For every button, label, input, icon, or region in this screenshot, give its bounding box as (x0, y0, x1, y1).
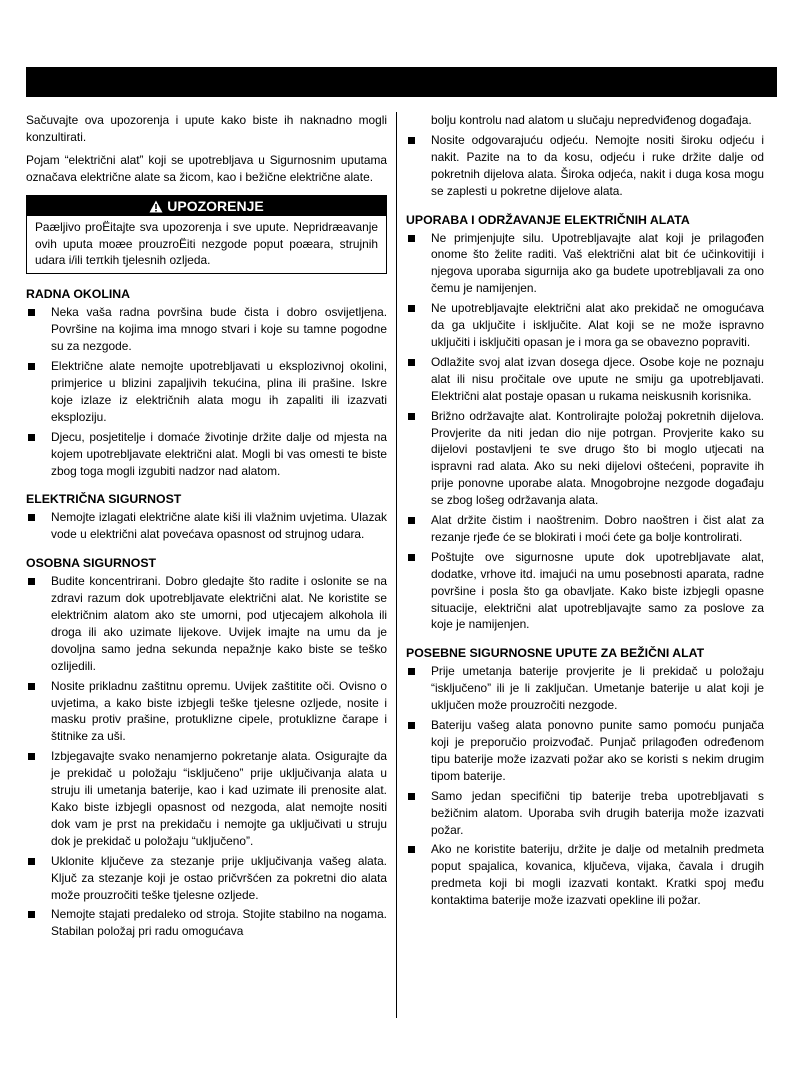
list-item: Odlažite svoj alat izvan dosega djece. Osobe koje ne poznaju alat ili nisu pročitale ove upute ne smiju ga upotrebljavati. Električni alat postaje opasan u rukama neiskusnih korisnika. (406, 354, 764, 405)
section-heading-personal-safety: OSOBNA SIGURNOST (26, 556, 157, 571)
intro-paragraph: Sačuvajte ova upozorenja i upute kako biste ih naknadno mogli konzultirati. (26, 113, 387, 144)
warning-triangle-icon (149, 200, 163, 213)
list-item: Budite koncentrirani. Dobro gledajte što radite i oslonite se na zdravi razum dok upotrebljavate električni alat. Ne koristite se električnim alatom ako ste umorni, pod utjecajem alkohola ili droga ili ako uzimate lijekove. Uvijek imajte na umu da je dovoljna samo jedna sekunda nepažnje kako biste se teško ozlijedili. (26, 573, 387, 674)
list-item: Ne primjenjujte silu. Upotrebljavajte alat koji je prilagođen onome što želite raditi. Vaš električni alat bit će učinkovitiji i njegova uporaba sigurnija ako ga budete upotrebljavali za ono čemu je namijenjen. (406, 230, 764, 298)
list-item: Neka vaša radna površina bude čista i dobro osvijetljena. Površine na kojima ima mnogo stvari i koje su tamne pogodne su za nezgode. (26, 304, 387, 355)
list-item: Bateriju vašeg alata ponovno punite samo pomoću punjača koji je preporučio proizvođač. Punjač prilagođen određenom tipu baterije može izazvati požar ako se koristi s nekim drugim tipom baterije. (406, 717, 764, 785)
list-item: Izbjegavajte svako nenamjerno pokretanje alata. Osigurajte da je prekidač u položaju “isključeno” prije uključivanja alata u struju ili umetanja baterije, kao i kad uzimate ili prenosite alat. Kako biste izbjegli opasnost od nezgoda, alat nemojte nositi dok vam je prst na prekidaču i nemojte ga uključivati u struju dok je prekidač u položaju “uključeno”. (26, 748, 387, 849)
warning-header (27, 196, 386, 216)
list-item: Poštujte ove sigurnosne upute dok upotrebljavate alat, dodatke, vrhove itd. imajući na umu posebnosti aparata, radne površine i posla što ga obavljate. Kako biste izbjegli opasne situacije, električni alat upotrebljavajte samo za poslove za koje je namijenjen. (406, 549, 764, 634)
list-item-continuation: bolju kontrolu nad alatom u slučaju nepredviđenog događaja. (431, 113, 752, 127)
work-area-list (26, 304, 387, 479)
list-item: Prije umetanja baterije provjerite je li prekidač u položaju “isključeno” ili je li zaključan. Umetanje baterije u alat koji je uključen može prouzročiti nezgode. (406, 663, 764, 714)
tool-use-maintenance-list (406, 230, 764, 634)
header-bar (26, 67, 777, 97)
section-heading-cordless-tool-safety: POSEBNE SIGURNOSNE UPUTE ZA BEŽIČNI ALAT (406, 646, 705, 661)
list-item: Samo jedan specifični tip baterije treba upotrebljavati s bežičnim alatom. Uporaba svih drugih baterija može izazvati požar. (406, 788, 764, 839)
list-item: Električne alate nemojte upotrebljavati u eksplozivnoj okolini, primjerice u blizini zapaljivih tekućina, plina ili prašine. Iskre koje izlaze iz električnih alata mogu ih zapaliti ili izazvati eksploziju. (26, 358, 387, 426)
section-heading-electrical-safety: ELEKTRIČNA SIGURNOST (26, 492, 182, 507)
electrical-safety-list (26, 509, 387, 543)
list-item: Djecu, posjetitelje i domaće životinje držite dalje od mjesta na kojem upotrebljavate električni alat. Mogli bi vas omesti te biste zbog toga mogli izgubiti nadzor nad alatom. (26, 429, 387, 480)
list-item: Ne upotrebljavajte električni alat ako prekidač ne omogućava da ga uključite i isključite. Alat koji se ne može ispravno uključiti i isključiti opasan je i mora ga se obavezno popraviti. (406, 300, 764, 351)
list-item: Nemojte stajati predaleko od stroja. Stojite stabilno na nogama. Stabilan položaj pri radu omogućava (26, 906, 387, 940)
list-item: Nemojte izlagati električne alate kiši ili vlažnim uvjetima. Ulazak vode u električni alat povećava opasnost od strujnog udara. (26, 509, 387, 543)
personal-safety-list-continued (406, 112, 764, 200)
list-item: Alat držite čistim i naoštrenim. Dobro naoštren i čist alat za rezanje rjeđe će se blokirati i moći ćete ga bolje kontrolirati. (406, 512, 764, 546)
list-item: Ako ne koristite bateriju, držite je dalje od metalnih predmeta poput spajalica, kovanica, ključeva, vijaka, čavala i drugih predmeta koji bi mogli izazvati kontakt. Kratki spoj među kontaktima baterije može izazvati opekline ili požar. (406, 841, 764, 909)
warning-body: Paæljivo proËitajte sva upozorenja i sve upute. Nepridræavanje ovih uputa moæe prouzroËiti nezgode poput poæara, strujnih udara i/ili teπkih tjelesnih ozljeda. (35, 219, 378, 268)
warning-title: UPOZORENJE (167, 197, 264, 214)
right-column (406, 112, 764, 912)
cordless-tool-safety-list (406, 663, 764, 909)
list-item: Nosite prikladnu zaštitnu opremu. Uvijek zaštitite oči. Ovisno o uvjetima, a kako biste izbjegli teške tjelesne ozljede, nosite i masku protiv prašine, protuklizne cipele, protuklizne čarape i štitnike za uši. (26, 678, 387, 746)
intro-paragraph: Pojam “električni alat” koji se upotrebljava u Sigurnosnim uputama označava električne alate sa žicom, kao i bežične električne alate. (26, 152, 387, 184)
list-item: Uklonite ključeve za stezanje prije uključivanja vašeg alata. Ključ za stezanje koji je ostao pričvršćen za pokretni dio alata može prouzročiti teške tjelesne ozljede. (26, 853, 387, 904)
list-item: Brižno održavajte alat. Kontrolirajte položaj pokretnih dijelova. Provjerite da niti jedan dio nije potrgan. Provjerite kako su dijelovi postavljeni te sve drugo što bi moglo utjecati na ispravni rad alata. Ako su neki dijelovi oštećeni, popravite ih prije ponovne uporabe alata. Mnogobrojne nezgode događaju se zbog lošeg održavanja alata. (406, 408, 764, 509)
column-divider (396, 112, 397, 1018)
section-heading-tool-use-maintenance: UPORABA I ODRŽAVANJE ELEKTRIČNIH ALATA (406, 212, 690, 227)
section-heading-work-area: RADNA OKOLINA (26, 287, 131, 302)
personal-safety-list (26, 573, 387, 940)
list-item: Nosite odgovarajuću odjeću. Nemojte nositi široku odjeću i nakit. Pazite na to da kosu, odjeću i ruke držite dalje od pokretnih dijelova alata. Široka odjeća, nakit i duga kosa mogu se zaplesti u pokretne dijelove alata. (406, 132, 764, 200)
left-column (26, 112, 387, 943)
warning-box (26, 195, 387, 275)
